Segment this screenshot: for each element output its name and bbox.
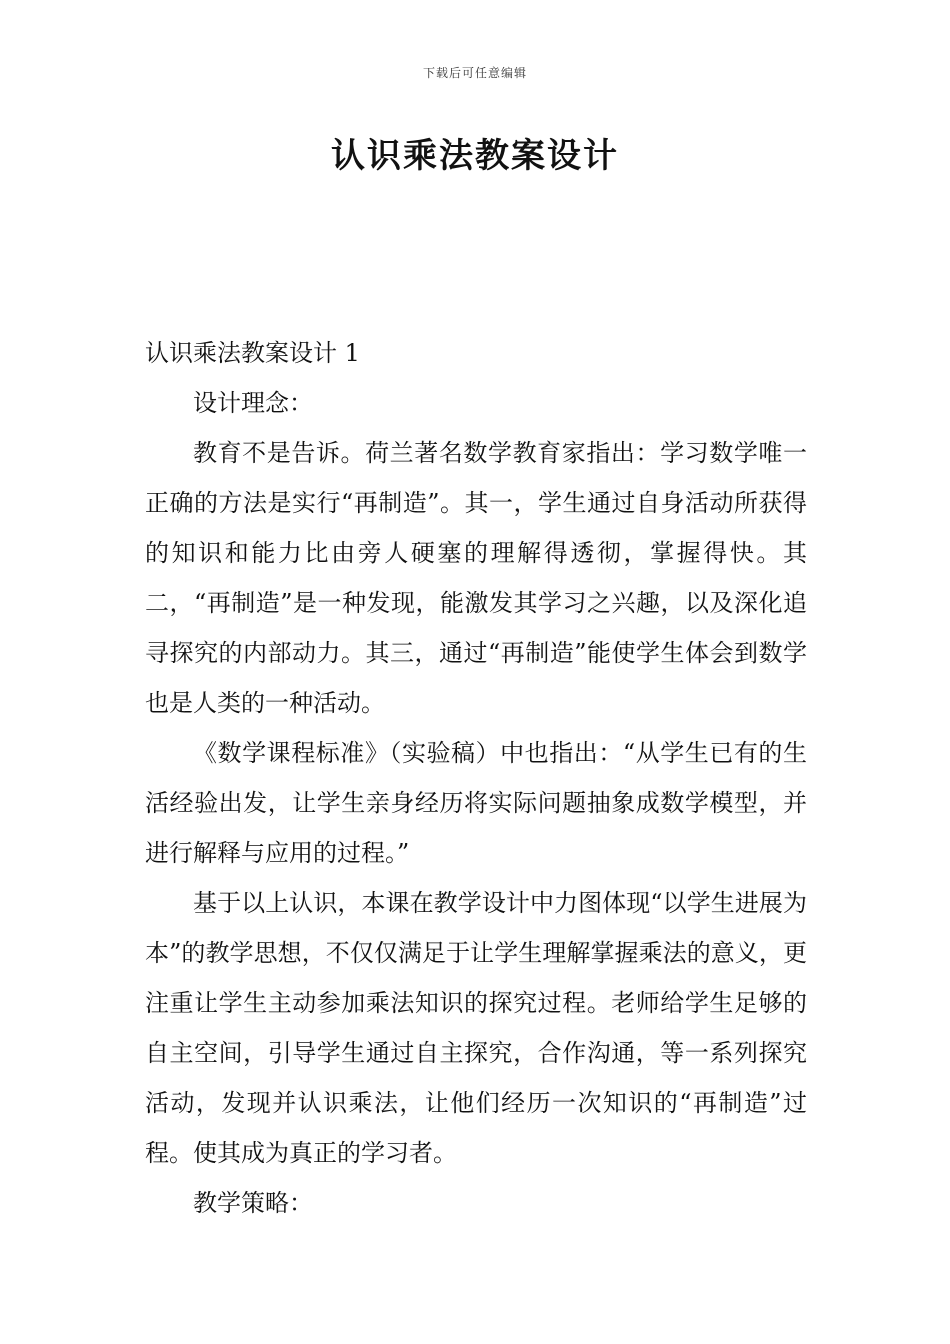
paragraph-course-design: 基于以上认识，本课在教学设计中力图体现“以学生进展为本”的教学思想，不仅仅满足于让学生理解掌握乘法的意义，更注重让学生主动参加乘法知识的探究过程。老师给学生足够的自主空间，引导学生通过自主探究，合作沟通，等一系列探究活动，发现并认识乘法，让他们经历一次知识的“再制造”过程。使其成为真正的学习者。 xyxy=(145,889,807,1167)
header-note: 下载后可任意编辑 xyxy=(422,66,527,80)
paragraph-education: 教育不是告诉。荷兰著名数学教育家指出：学习数学唯一正确的方法是实行“再制造”。其一，学生通过自身活动所获得的知识和能力比由旁人硬塞的理解得透彻，掌握得快。其二，“再制造”是一种发现，能激发其学习之兴趣，以及深化追寻探究的内部动力。其三，通过“再制造”能使学生体会到数学也是人类的一种活动。 xyxy=(145,439,807,717)
document-title: 认识乘法教案设计 xyxy=(331,136,619,176)
paragraph-curriculum-standard: 《数学课程标准》（实验稿）中也指出：“从学生已有的生活经验出发，让学生亲身经历将实际问题抽象成数学模型，并进行解释与应用的过程。” xyxy=(145,739,807,867)
document-body xyxy=(145,328,807,1228)
paragraph-design-concept-label: 设计理念： xyxy=(193,389,313,417)
section-heading: 认识乘法教案设计 1 xyxy=(145,339,360,367)
paragraph-teaching-strategy-label: 教学策略： xyxy=(193,1189,313,1217)
